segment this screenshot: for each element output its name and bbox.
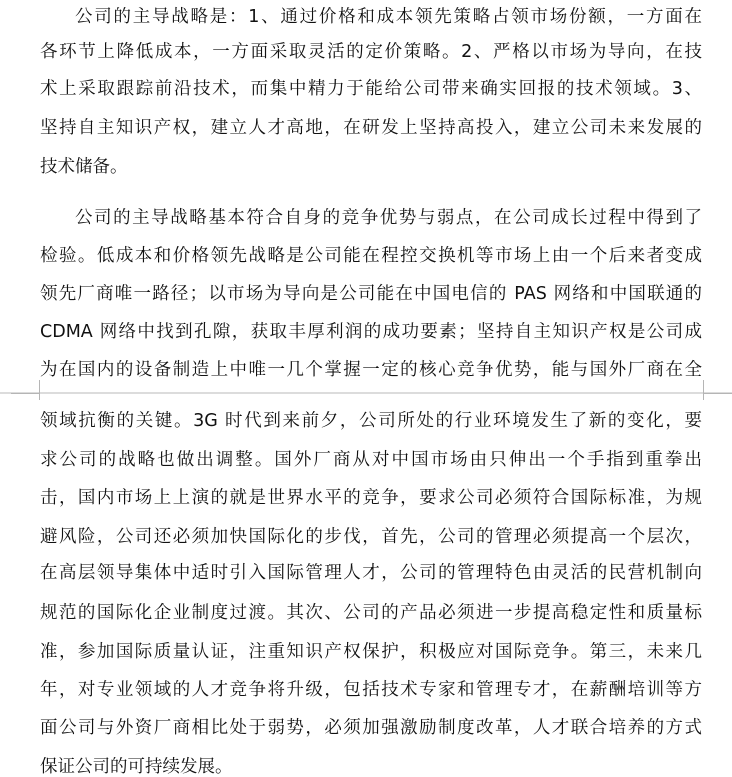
text-line: 规范的国际化企业制度过渡。其次、公司的产品必须进一步提高稳定性和质量标 (40, 603, 702, 623)
document-page-1 (0, 0, 732, 386)
text-line: 检验。低成本和价格领先战略是公司能在程控交换机等市场上由一个后来者变成 (40, 246, 702, 266)
text-line: 公司的主导战略基本符合自身的竞争优势与弱点，在公司成长过程中得到了 (75, 208, 702, 228)
text-line: 在高层领导集体中适时引入国际管理人才，公司的管理特色由灵活的民营机制向 (40, 563, 702, 583)
text-line: 求公司的战略也做出调整。国外厂商从对中国市场由只伸出一个手指到重拳出 (40, 450, 702, 470)
text-line: 击，国内市场上上演的就是世界水平的竞争，要求公司必须符合国际标准，为规 (40, 488, 702, 508)
text-line: 保证公司的可持续发展。 (40, 757, 233, 777)
text-line: 为在国内的设备制造上中唯一几个掌握一定的核心竞争优势，能与国外厂商在全 (40, 360, 702, 380)
text-line: 术上采取跟踪前沿技术，而集中精力于能给公司带来确实回报的技术领域。3、 (40, 79, 702, 99)
text-line: 领先厂商唯一路径；以市场为导向是公司能在中国电信的 PAS 网络和中国联通的 (40, 284, 702, 304)
text-line: 公司的主导战略是：1、通过价格和成本领先策略占领市场份额，一方面在 (75, 7, 702, 27)
text-line: 坚持自主知识产权，建立人才高地，在研发上坚持高投入，建立公司未来发展的 (40, 118, 702, 138)
page-gap-line (0, 392, 732, 394)
document-page-2 (0, 400, 732, 777)
page-corner-mark-bottom-right (703, 380, 732, 394)
page-corner-mark-bottom-left (11, 380, 40, 394)
text-line: 技术储备。 (40, 157, 128, 177)
page-break-separator (0, 386, 732, 400)
text-line: 准，参加国际质量认证，注重知识产权保护，积极应对国际竞争。第三，未来几 (40, 642, 702, 662)
text-line: 领域抗衡的关键。3G 时代到来前夕，公司所处的行业环境发生了新的变化，要 (40, 411, 702, 431)
text-line: 面公司与外资厂商相比处于弱势，必须加强激励制度改革，人才联合培养的方式 (40, 718, 702, 738)
text-line: 年，对专业领域的人才竞争将升级，包括技术专家和管理专才，在薪酬培训等方 (40, 680, 702, 700)
text-line: 各环节上降低成本，一方面采取灵活的定价策略。2、严格以市场为导向，在技 (40, 42, 702, 62)
text-line: 避风险，公司还必须加快国际化的步伐，首先，公司的管理必须提高一个层次， (40, 527, 702, 547)
text-line: CDMA 网络中找到孔隙，获取丰厚利润的成功要素；坚持自主知识产权是公司成 (40, 322, 702, 342)
